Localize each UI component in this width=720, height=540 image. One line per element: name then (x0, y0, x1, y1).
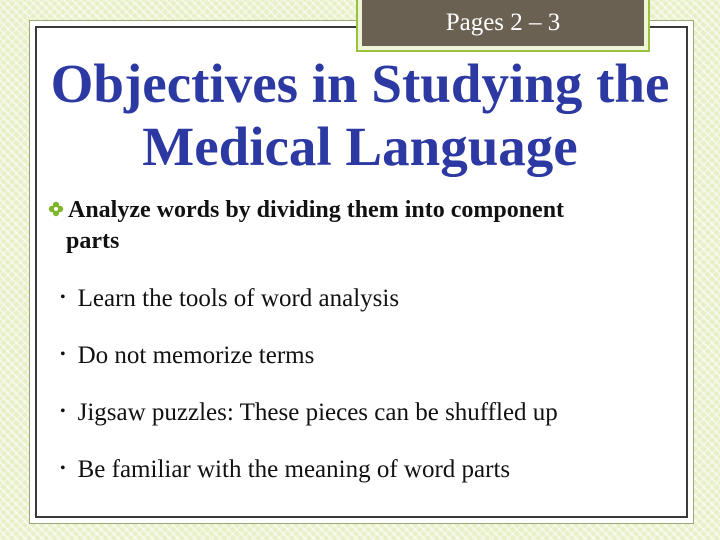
bullet-dot-icon: • (60, 289, 66, 307)
bullet-dot-icon: • (60, 403, 66, 421)
main-bullet-text-line1: Analyze words by dividing them into component (68, 197, 565, 223)
bullet-dot-icon: • (60, 460, 66, 478)
sub-bullet-text: Be familiar with the meaning of word parts (77, 456, 511, 483)
sub-bullet-item (60, 285, 399, 313)
sub-bullet-text: Do not memorize terms (77, 342, 315, 369)
page-tag-label: Pages 2 – 3 (445, 9, 561, 36)
page-tag (362, 0, 644, 46)
sub-bullet-text: Jigsaw puzzles: These pieces can be shuffled up (77, 399, 558, 426)
slide-title: Objectives in Studying the Medical Language (50, 53, 670, 177)
sub-bullet-item (60, 399, 558, 427)
sub-bullet-text: Learn the tools of word analysis (77, 285, 400, 312)
sub-bullet-item (60, 342, 314, 370)
main-bullet (48, 194, 658, 257)
diamond-bullet-icon (48, 194, 64, 225)
sub-bullet-item (60, 456, 510, 484)
main-bullet-text-line2: parts (66, 228, 120, 254)
bullet-dot-icon: • (60, 346, 66, 364)
